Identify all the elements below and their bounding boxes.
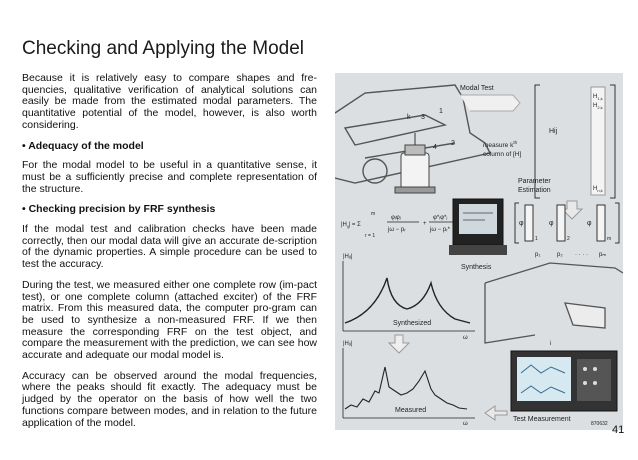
omega-label: ω xyxy=(463,335,468,341)
text-column xyxy=(22,73,317,438)
left-arrow xyxy=(485,406,507,420)
phi-label: φ xyxy=(587,220,592,227)
svg-text:|Hij| = Σ: $|H_{ij}| = \Sigma$ xyxy=(341,222,361,229)
impact-hammer-illustration xyxy=(395,133,435,193)
measure-label-line2: column of [H] xyxy=(483,151,522,158)
modal-test-arrow xyxy=(460,95,520,111)
compare-arrow xyxy=(389,335,409,353)
hnk-label: $H_{n,k}$ xyxy=(593,186,603,193)
omega-label: ω xyxy=(463,421,468,427)
analyzer-illustration xyxy=(511,351,617,411)
precision-paragraph-1: If the modal test and calibration checks have been made correctly, then our modal data will give an accurate de-scription of the dynamic properties. A simple procedure can be used to test the accuracy. xyxy=(22,223,317,271)
measured-y-axis-label: |Hᵢⱼ| xyxy=(343,341,353,347)
svg-text:p₁: p₁ xyxy=(535,252,541,258)
section-heading-adequacy: • Adequacy of the model xyxy=(22,139,144,152)
svg-text:pₘ: pₘ xyxy=(599,252,607,258)
pole-labels xyxy=(535,252,606,258)
svg-text:φᵢφⱼ: φᵢφⱼ xyxy=(391,215,401,221)
modal-test-label: Modal Test xyxy=(460,85,494,92)
frf-formula xyxy=(341,211,463,239)
phi-label: φ xyxy=(519,220,524,227)
svg-text:m: m xyxy=(371,211,376,217)
svg-text:+: + xyxy=(423,221,427,227)
intro-paragraph: Because it is relatively easy to compare shapes and fre-quencies, qualitative verification of analytical solutions can easily be made from the estimated modal parameters. The quantitative potential of the model, however, is also worth considering. xyxy=(22,72,317,131)
mode-label: m xyxy=(607,236,612,242)
point-label: 3 xyxy=(421,114,425,121)
param-est-label-2: Estimation xyxy=(518,187,551,194)
frf-synthesis-figure xyxy=(335,73,623,430)
h1k-label: $H_{1,k}$ xyxy=(593,94,603,101)
car-rear-illustration xyxy=(485,263,623,343)
section-heading-precision: • Checking precision by FRF synthesis xyxy=(22,203,216,216)
point-label: 4 xyxy=(433,144,437,151)
computer-illustration xyxy=(449,199,507,255)
hij-label: Hij xyxy=(549,128,558,135)
adequacy-paragraph: For the modal model to be useful in a quantitative sense, it must be a sufficiently precise and complete representation of the structure. xyxy=(22,159,317,195)
svg-text:jω − pᵣ*: jω − pᵣ* xyxy=(430,227,450,233)
point-label: 2 xyxy=(451,140,455,147)
measure-label: measure $k^{th}$ xyxy=(483,140,518,149)
phi-label: φ xyxy=(549,220,554,227)
precision-paragraph-3: Accuracy can be observed around the modal frequencies, where the peaks should fit exactly. The adequacy must be judged by the operator on the basis of how well the two functions compare between modes, and in relation to the future application of the model. xyxy=(22,369,317,429)
point-label: 1 xyxy=(439,108,443,115)
param-est-label: Parameter xyxy=(518,178,551,185)
mode-label: 2 xyxy=(567,236,570,242)
h2k-label: $H_{2,k}$ xyxy=(593,103,603,110)
mode-label: 1 xyxy=(535,236,538,242)
page-title: Checking and Applying the Model xyxy=(22,38,305,59)
page-number: 41 xyxy=(612,424,625,436)
synthesized-label: Synthesized xyxy=(393,320,432,327)
synthesized-y-axis-label: |Hᵢⱼ| xyxy=(343,254,353,260)
svg-text:· · · ·: · · · · xyxy=(575,252,588,258)
k-label: k xyxy=(407,114,411,121)
svg-text:φ*ᵢφ*ⱼ: φ*ᵢφ*ⱼ xyxy=(433,215,448,221)
svg-text:r = 1: r = 1 xyxy=(365,233,376,239)
measured-label: Measured xyxy=(395,407,427,414)
test-measurement-label: Test Measurement xyxy=(513,416,571,423)
i-label: i xyxy=(550,341,552,347)
precision-paragraph-2: During the test, we measured either one complete row (im-pact test), or one complete column (attached exciter) of the FRF matrix. From this measured data, the computer pro-gram can be used to synthesize a non-measured FRF. If we then measure the corresponding FRF on the test object, and compare the measurement with the prediction, we can see how accurate and adequate our modal model is. xyxy=(22,278,317,362)
synthesis-label: Synthesis xyxy=(461,264,492,271)
svg-text:jω − pᵣ: jω − pᵣ xyxy=(388,227,406,233)
svg-text:p₂: p₂ xyxy=(557,252,563,258)
figure-code: 870632 xyxy=(591,421,608,427)
